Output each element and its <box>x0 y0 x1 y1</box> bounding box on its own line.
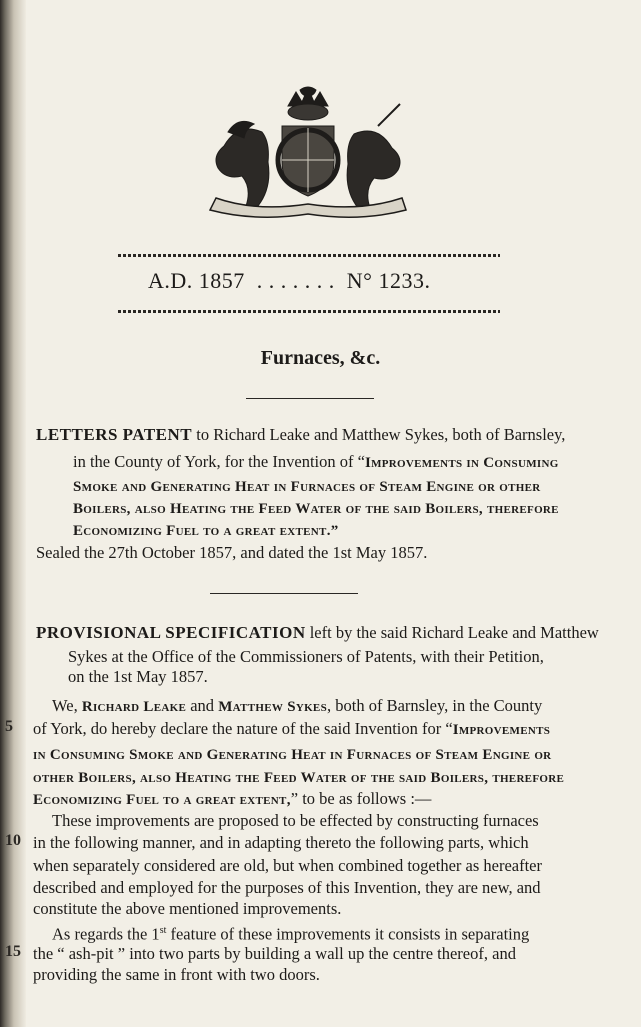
letters-patent-line-1: to Richard Leake and Matthew Sykes, both of Barnsley, <box>196 425 566 444</box>
inventor-name-2: Matthew Sykes <box>218 699 327 715</box>
body-line-1-rest: , both of Barnsley, in the County <box>327 696 543 715</box>
provisional-line-2: Sykes at the Office of the Commissioners of Patents, with their Petition, <box>68 647 544 666</box>
body-line-4: other Boilers, also Heating the Feed Water of the said Boilers, therefore <box>33 770 565 786</box>
letters-patent-line-4: Boilers, also Heating the Feed Water of the said Boilers, therefore <box>73 501 559 517</box>
body-p2-line-1: These improvements are proposed to be effected by constructing furnaces <box>52 811 539 830</box>
body-line-2a: of York, do hereby declare the nature of the said Invention for “ <box>33 719 453 738</box>
body-p3-line-1a: As regards the 1 <box>52 924 160 944</box>
royal-coat-of-arms-emblem <box>206 86 410 220</box>
body-we: We, <box>52 696 82 715</box>
body-p2-line-4: described and employed for the purposes of this Invention, they are new, and <box>33 878 541 897</box>
body-p3-line-2: the “ ash-pit ” into two parts by building a wall up the centre thereof, and <box>33 944 516 963</box>
margin-line-number-10: 10 <box>5 832 21 849</box>
margin-line-number-15: 15 <box>5 943 21 960</box>
patent-year: A.D. 1857 <box>148 268 245 293</box>
section-rule <box>210 593 358 594</box>
patent-title: Furnaces, &c. <box>260 347 381 369</box>
header-bottom-rule <box>118 310 500 313</box>
body-line-5a: Economizing Fuel to a great extent, <box>33 792 291 808</box>
letters-patent-line-5: Economizing Fuel to a great extent.” <box>73 523 339 539</box>
body-and: and <box>186 696 219 715</box>
provisional-line-3: on the 1st May 1857. <box>68 667 208 686</box>
sealed-date: Sealed the 27th October 1857, and dated the 1st May 1857. <box>36 543 428 562</box>
letters-patent-line-3: Smoke and Generating Heat in Furnaces of Steam Engine or other <box>73 479 541 495</box>
header-top-rule <box>118 254 500 257</box>
letters-patent-line-2a: in the County of York, for the Invention of “ <box>73 452 365 471</box>
patent-number: N° 1233. <box>346 268 431 293</box>
provisional-specification-heading: PROVISIONAL SPECIFICATION <box>36 623 306 642</box>
leader-dots: . . . . . . . <box>256 268 335 293</box>
body-p2-line-5: constitute the above mentioned improvements. <box>33 899 342 918</box>
provisional-line-1: left by the said Richard Leake and Matthew <box>309 623 599 642</box>
margin-line-number-5: 5 <box>5 718 13 735</box>
letters-patent-line-2b: Improvements in Consuming <box>364 455 559 471</box>
title-rule <box>246 398 374 399</box>
patent-year-and-number <box>148 268 488 294</box>
body-p3-line-1b: feature of these improvements it consists in separating <box>166 924 530 944</box>
body-p3-line-3: providing the same in front with two doors. <box>33 965 320 984</box>
body-line-5b: ” to be as follows :— <box>290 789 432 808</box>
body-p2-line-3: when separately considered are old, but when combined together as hereafter <box>33 856 542 875</box>
body-p2-line-2: in the following manner, and in adapting thereto the following parts, which <box>33 833 529 852</box>
body-line-3: in Consuming Smoke and Generating Heat in Furnaces of Steam Engine or <box>33 747 552 763</box>
ordinal-superscript: st <box>159 925 167 936</box>
body-line-2b: Improvements <box>452 722 551 738</box>
letters-patent-heading: LETTERS PATENT <box>36 425 193 444</box>
inventor-name-1: Richard Leake <box>81 699 187 715</box>
